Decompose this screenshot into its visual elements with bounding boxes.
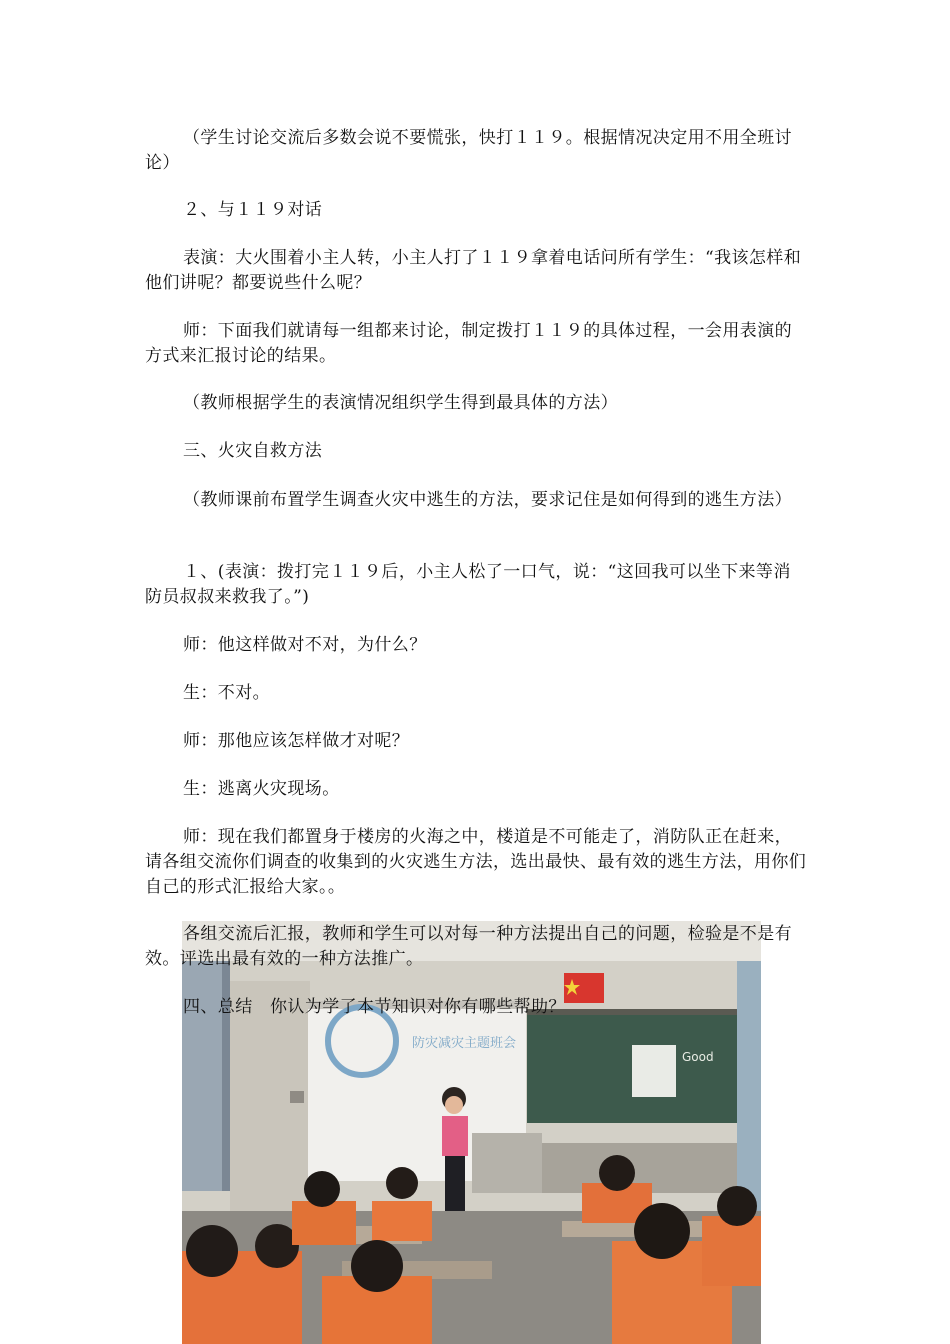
paragraph-7: （教师课前布置学生调查火灾中逃生的方法，要求记住是如何得到的逃生方法） xyxy=(183,490,792,510)
paragraph-10: 生：不对。 xyxy=(183,683,270,703)
paragraph-4: 师：下面我们就请每一组都来讨论，制定拨打１１９的具体过程，一会用表演的方式来汇报讨论的结果。 xyxy=(145,321,792,366)
section-heading-3: 三、火灾自救方法 xyxy=(183,441,323,461)
paragraph-9: 师：他这样做对不对，为什么？ xyxy=(183,635,427,655)
paragraph-1: （学生讨论交流后多数会说不要慌张，快打１１９。根据情况决定用不用全班讨论） xyxy=(145,128,792,173)
screen-caption: 防灾减灾主题班会 xyxy=(412,1036,517,1051)
paragraph-13: 师：现在我们都置身于楼房的火海之中，楼道是不可能走了，消防队正在赶来，请各组交流你们调查的收集到的火灾逃生方法，选出最快、最有效的逃生方法，用你们自己的形式汇报给大家。。 xyxy=(145,827,807,897)
paragraph-12: 生：逃离火灾现场。 xyxy=(183,779,340,799)
board-text: Good xyxy=(682,1050,714,1064)
classroom-photo xyxy=(182,921,761,1344)
paragraph-5: （教师根据学生的表演情况组织学生得到最具体的方法） xyxy=(183,393,618,413)
section-heading-4: 四、总结 你认为学了本节知识对你有哪些帮助？ xyxy=(183,997,566,1017)
paragraph-11: 师：那他应该怎样做才对呢？ xyxy=(183,731,410,751)
paragraph-2: ２、与１１９对话 xyxy=(183,200,323,220)
paragraph-8: １、(表演：拨打完１１９后，小主人松了一口气，说：“这回我可以坐下来等消防员叔叔来救我了。”) xyxy=(145,562,791,607)
paragraph-3: 表演：大火围着小主人转，小主人打了１１９拿着电话问所有学生：“我该怎样和他们讲呢？都要说些什么呢？ xyxy=(145,248,802,293)
paragraph-14: 各组交流后汇报，教师和学生可以对每一种方法提出自己的问题，检验是不是有效。评选出最有效的一种方法推广。 xyxy=(145,924,792,969)
